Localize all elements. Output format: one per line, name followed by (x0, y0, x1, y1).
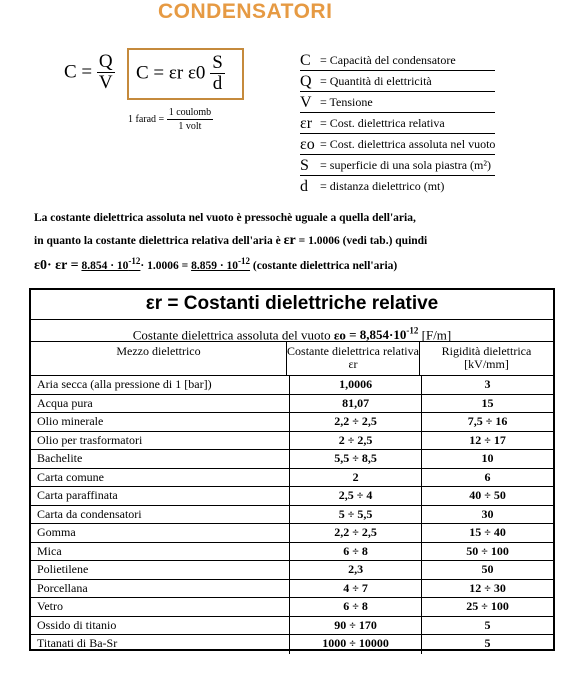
subtitle-value: = 8,854·10 (349, 327, 407, 343)
cell-dielectric-strength: 15 (481, 395, 494, 410)
equation-mid: · 1.0006 = (140, 259, 189, 272)
cell-relative-constant: 2,3 (290, 561, 422, 579)
cell-medium: Porcellana (31, 580, 290, 598)
legend-text: = Tensione (320, 94, 373, 109)
denominator: d (212, 73, 223, 94)
cell-relative-constant: 6 ÷ 8 (290, 598, 422, 616)
subtitle-text: Costante dielettrica assoluta del vuoto (132, 327, 331, 343)
table-row (31, 395, 553, 414)
paragraph-equation (34, 256, 397, 274)
legend-symbol: V (300, 93, 312, 111)
paragraph-text: in quanto la costante dielettrica relativa dell'aria è (34, 235, 281, 247)
numerator: Q (98, 51, 113, 72)
paragraph-text: = 1.0006 (vedi tab.) quindi (298, 235, 428, 247)
legend-item (300, 176, 495, 197)
table-row (31, 376, 553, 395)
cell-dielectric-strength: 12 ÷ 30 (469, 580, 506, 595)
cell-relative-constant: 81,07 (290, 395, 422, 413)
cell-medium: Olio minerale (31, 413, 290, 431)
cell-relative-constant: 2,2 ÷ 2,5 (290, 413, 422, 431)
denominator: V (98, 72, 113, 93)
cell-relative-constant: 1000 ÷ 10000 (290, 635, 422, 654)
legend-text: = Cost. dielettrica relativa (320, 115, 445, 130)
legend-item (300, 134, 495, 155)
exponent: -12 (128, 256, 141, 266)
table-row (31, 543, 553, 562)
paragraph-line (34, 233, 427, 249)
epsilon-r-symbol: εr (283, 233, 296, 248)
table-row (31, 450, 553, 469)
cell-relative-constant: 90 ÷ 170 (290, 617, 422, 635)
legend-symbol: εr (300, 114, 313, 132)
formula-lhs: 1 farad = (128, 114, 165, 125)
paragraph-line: La costante dielettrica assoluta nel vuoto è pressochè uguale a quella dell'aria, (34, 212, 416, 224)
legend-item (300, 92, 495, 113)
legend-symbol: d (300, 178, 308, 195)
cell-relative-constant: 5 ÷ 5,5 (290, 506, 422, 524)
cell-relative-constant: 2 ÷ 2,5 (290, 432, 422, 450)
table-row (31, 561, 553, 580)
cell-medium: Aria secca (alla pressione di 1 [bar]) (31, 376, 290, 394)
cell-dielectric-strength: 50 ÷ 100 (466, 543, 509, 558)
equation-value (81, 256, 141, 272)
cell-medium: Polietilene (31, 561, 290, 579)
subtitle-unit: [F/m] (421, 327, 452, 343)
table-row (31, 598, 553, 617)
cell-medium: Acqua pura (31, 395, 290, 413)
equation-lhs: ε0· εr = (34, 257, 79, 273)
cell-medium: Gomma (31, 524, 290, 542)
legend-symbol: C (300, 51, 311, 69)
legend-symbol: Q (300, 72, 312, 90)
cell-relative-constant: 2 (290, 469, 422, 487)
cell-medium: Mica (31, 543, 290, 561)
cell-dielectric-strength: 12 ÷ 17 (469, 432, 506, 447)
legend-text: = superficie di una sola piastra (m²) (320, 157, 491, 172)
formula-capacitance-plates (127, 48, 244, 100)
cell-dielectric-strength: 50 (481, 562, 494, 576)
column-header: Costante dielettrica relativa εr (287, 342, 420, 375)
equation-value-text: 8.854 · 10 (81, 259, 129, 272)
table-rows (31, 376, 553, 654)
cell-dielectric-strength: 15 ÷ 40 (469, 525, 506, 539)
cell-medium: Carta comune (31, 469, 290, 487)
cell-relative-constant: 2,2 ÷ 2,5 (290, 524, 422, 542)
table-row (31, 413, 553, 432)
cell-medium: Titanati di Ba-Sr (31, 635, 290, 654)
table-subtitle (31, 320, 553, 342)
cell-relative-constant: 2,5 ÷ 4 (290, 487, 422, 505)
fraction (167, 106, 214, 133)
legend-text: = distanza dielettrico (mt) (320, 179, 445, 193)
cell-relative-constant: 5,5 ÷ 8,5 (290, 450, 422, 468)
equation-note: (costante dielettrica nell'aria) (252, 259, 398, 272)
cell-medium: Ossido di titanio (31, 617, 290, 635)
exponent: -12 (238, 256, 251, 266)
table-row (31, 635, 553, 654)
table-row (31, 506, 553, 525)
cell-medium: Olio per trasformatori (31, 432, 290, 450)
legend-item (300, 113, 495, 134)
cell-medium: Carta paraffinata (31, 487, 290, 505)
legend-symbol: εo (300, 135, 315, 153)
page-title: CONDENSATORI (158, 0, 333, 23)
formula-lhs: C = εr ε0 (136, 62, 206, 84)
cell-relative-constant: 4 ÷ 7 (290, 580, 422, 598)
cell-medium: Carta da condensatori (31, 506, 290, 524)
cell-dielectric-strength: 5 (484, 617, 491, 632)
cell-medium: Bachelite (31, 450, 290, 468)
table-row (31, 580, 553, 599)
cell-dielectric-strength: 3 (484, 377, 491, 391)
exponent: -12 (406, 326, 419, 336)
cell-dielectric-strength: 30 (481, 506, 494, 521)
cell-medium: Vetro (31, 598, 290, 616)
dielectric-constants-table (29, 288, 555, 651)
legend-text: = Cost. dielettrica assoluta nel vuoto (320, 136, 496, 151)
equation-result (191, 256, 251, 272)
formula-capacitance (64, 52, 115, 93)
table-row (31, 524, 553, 543)
cell-relative-constant: 1,0006 (290, 376, 422, 394)
cell-dielectric-strength: 7,5 ÷ 16 (467, 414, 508, 428)
legend-symbol: S (300, 156, 309, 174)
legend-item (300, 71, 495, 92)
table-row (31, 432, 553, 451)
cell-dielectric-strength: 40 ÷ 50 (469, 488, 506, 502)
table-title: εr = Costanti dielettriche relative (31, 290, 553, 320)
cell-dielectric-strength: 6 (484, 469, 491, 484)
cell-dielectric-strength: 25 ÷ 100 (466, 599, 509, 613)
equation-result-text: 8.859 · 10 (191, 259, 239, 272)
epsilon-0-symbol: εo (333, 327, 346, 343)
table-header-row (31, 342, 553, 376)
denominator: 1 volt (178, 121, 202, 132)
table-row (31, 617, 553, 636)
numerator: 1 coulomb (168, 107, 212, 118)
legend-text: = Quantità di elettricità (320, 73, 432, 88)
column-header: Mezzo dielettrico (31, 342, 287, 375)
symbol-legend (300, 50, 495, 197)
cell-relative-constant: 6 ÷ 8 (290, 543, 422, 561)
numerator: S (212, 52, 223, 73)
formula-lhs: C = (64, 61, 93, 83)
table-row (31, 487, 553, 506)
cell-dielectric-strength: 10 (481, 451, 494, 465)
legend-text: = Capacità del condensatore (320, 52, 456, 67)
table-row (31, 469, 553, 488)
column-header: Rigidità dielettrica [kV/mm] (441, 344, 532, 371)
fraction (97, 52, 115, 93)
table-body (31, 342, 553, 654)
legend-item (300, 155, 495, 176)
formula-farad (128, 106, 213, 133)
cell-dielectric-strength: 5 (484, 636, 491, 650)
fraction (210, 53, 225, 94)
legend-item (300, 50, 495, 71)
